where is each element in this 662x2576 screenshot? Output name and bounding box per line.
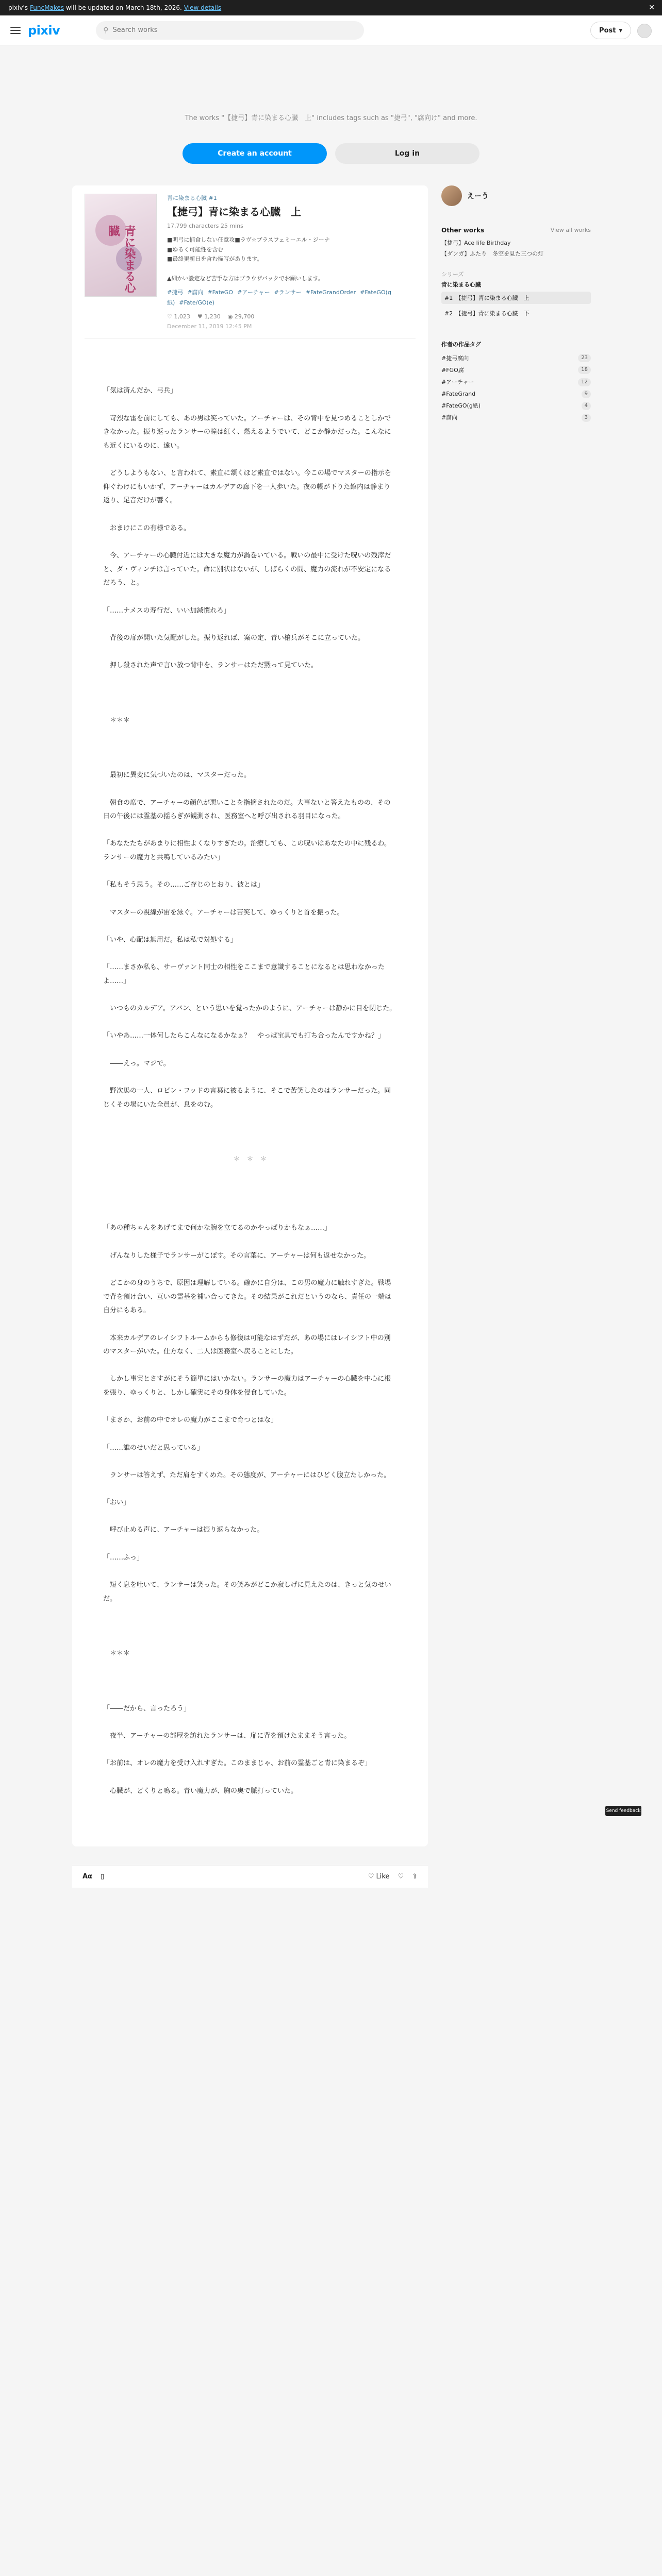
notice-highlight-link[interactable]: FuncMakes bbox=[30, 4, 64, 11]
author-name[interactable]: えーう bbox=[467, 192, 489, 200]
login-button[interactable]: Log in bbox=[335, 143, 479, 164]
author-tag-row[interactable] bbox=[441, 364, 591, 376]
series-link[interactable]: 青に染まる心臓 #1 bbox=[167, 195, 217, 201]
notice-bar bbox=[0, 0, 662, 15]
publish-date: December 11, 2019 12:45 PM bbox=[167, 323, 252, 330]
menu-icon[interactable] bbox=[10, 27, 21, 34]
author-info[interactable] bbox=[441, 185, 591, 206]
series-name[interactable]: 青に染まる心臓 bbox=[441, 281, 481, 288]
tag-link[interactable]: #アーチャー bbox=[237, 289, 270, 296]
author-tag-count: 23 bbox=[578, 354, 591, 362]
author-tag-row[interactable] bbox=[441, 352, 591, 364]
author-tag-name: #アーチャー bbox=[441, 378, 474, 385]
work-caption: ■明弓に捕食しない任意攻■ラヴ☆ブラスフェミーエル・ジーナ ■ゆるく可能性を含む ■最終更新日を含む描写があります。 ▲細かい設定など苦手な方はブラウザバックでお願いします。 bbox=[167, 236, 330, 282]
author-tag-row[interactable] bbox=[441, 376, 591, 388]
bookmark-list-icon[interactable]: ▯ bbox=[101, 1873, 105, 1880]
user-avatar[interactable] bbox=[637, 24, 652, 38]
tag-link[interactable]: #FateGrandOrder bbox=[305, 289, 356, 296]
search-input[interactable] bbox=[113, 26, 357, 34]
work-title: 【捷弓】青に染まる心臓 上 bbox=[167, 206, 301, 218]
author-tag-count: 3 bbox=[582, 414, 591, 422]
work-header bbox=[72, 185, 428, 338]
author-tag-name: #FGO腐 bbox=[441, 366, 464, 374]
cover-title-art: 青に染まる心臓 bbox=[107, 225, 136, 293]
work-meta: 17,799 characters 25 mins bbox=[167, 223, 243, 229]
series-item-current[interactable]: #1 【捷弓】青に染まる心臓 上 bbox=[441, 292, 591, 304]
feedback-button[interactable]: Send feedback bbox=[605, 1806, 641, 1816]
like-button[interactable] bbox=[368, 1873, 390, 1880]
author-tag-count: 4 bbox=[582, 402, 591, 410]
like-label: Like bbox=[376, 1873, 390, 1880]
other-works-list bbox=[441, 238, 591, 260]
reaction-bar bbox=[72, 1865, 428, 1888]
post-label: Post bbox=[599, 26, 616, 35]
notice-text: will be updated on March 18th, 2026. bbox=[65, 4, 182, 11]
notice-prefix: pixiv's bbox=[8, 4, 28, 11]
author-tag-name: #FateGrand bbox=[441, 391, 476, 398]
author-tag-row[interactable] bbox=[441, 412, 591, 423]
other-work-item[interactable]: 【ダンガ】ふたり 冬空を見た三つの灯 bbox=[441, 250, 544, 257]
novel-body bbox=[72, 338, 428, 1846]
author-tag-name: #捷弓腐向 bbox=[441, 354, 469, 362]
author-tag-count: 12 bbox=[578, 378, 591, 386]
author-avatar[interactable] bbox=[441, 185, 462, 206]
author-tag-row[interactable] bbox=[441, 388, 591, 400]
cover-image[interactable] bbox=[85, 194, 157, 297]
other-works-heading: Other works bbox=[441, 227, 485, 234]
tag-link[interactable]: #捷弓 bbox=[167, 289, 184, 296]
search-bar[interactable] bbox=[96, 21, 364, 40]
tag-link[interactable]: #腐向 bbox=[187, 289, 204, 296]
notice-details-link[interactable]: View details bbox=[184, 4, 222, 11]
novel-main bbox=[72, 185, 428, 1846]
search-icon: ⚲ bbox=[103, 26, 109, 35]
tag-link[interactable]: #FateGO bbox=[207, 289, 233, 296]
tag-link[interactable]: #Fate/GO(e) bbox=[179, 299, 214, 307]
series-label: シリーズ bbox=[441, 270, 464, 278]
site-header bbox=[0, 15, 662, 45]
post-button[interactable] bbox=[590, 22, 631, 39]
work-stats bbox=[167, 313, 416, 320]
other-work-item[interactable]: 【捷弓】Ace life Birthday bbox=[441, 240, 511, 246]
pixiv-logo[interactable]: pixiv bbox=[28, 23, 60, 38]
like-icon: ♡ bbox=[368, 1873, 374, 1880]
chevron-down-icon: ▾ bbox=[619, 26, 622, 35]
novel-text-part1: 「気は済んだか、弓兵」 苛烈な雷を前にしても、あの男は笑っていた。アーチャーは、その背中を見つめることしかできなかった。振り返ったランサーの瞳は紅く、燃えるようでいて、どこか静かだった。こんなにも近くにいるのに、遠い。 どうしようもない、と言われて、素直に頷くほど素直ではない。今この場でマスターの指示を仰ぐわけにもいかず、アーチャーはカルデアの廊下を一人歩いた。夜の帳が下りた館内は静まり返り、足音だけが響く。 おまけにこの有様である。 今、アーチャーの心臓付近には大きな魔力が渦巻いている。戦いの最中に受けた呪いの残滓だと、ダ・ヴィンチは言っていた。命に別状はないが、しばらくの間、魔力の流れが不安定になるだろう、と。 「……ナメスの寿行だ、いい加減慣れろ」 背後の扉が開いた気配がした。振り返れば、案の定、青い槍兵がそこに立っていた。 押し殺された声で言い放つ背中を、ランサーはただ黙って見ていた。 ＊＊＊ 最初に異変に気づいたのは、マスターだった。 朝食の席で、アーチャーの顔色が悪いことを指摘されたのだ。大事ないと答えたものの、その日の午後には霊基の揺らぎが観測され、医務室へと呼び出される羽目になった。 「あなたたちがあまりに相性よくなりすぎたの。治療しても、この呪いはあなたの中に残るわ。ランサーの魔力と共鳴しているみたい」 「私もそう思う。その……ご存じのとおり、彼とは」 マスターの視線が宙を泳ぐ。アーチャーは苦笑して、ゆっくりと首を振った。 「いや、心配は無用だ。私は私で対処する」 「……まさか私も、サーヴァント同士の相性をここまで意識することになるとは思わなかったよ……」 いつものカルデア。アバン、という思いを覚ったかのように、アーチャーは静かに目を閉じた。 「いやあ……一体何したらこんなになるかなぁ？ やっぱ宝具でも打ち合ったんですかね？」 ――えっ。マジで。 野次馬の一人、ロビン・フッドの言葉に被るように、そこで苦笑したのはランサーだった。同じくその場にいた全員が、息をのむ。 bbox=[103, 387, 396, 1109]
signup-banner bbox=[0, 45, 662, 179]
author-tags-heading: 作者の作品タグ bbox=[441, 341, 481, 348]
bookmark-icon[interactable]: ♡ bbox=[398, 1873, 404, 1880]
author-tag-row[interactable] bbox=[441, 400, 591, 412]
create-account-button[interactable]: Create an account bbox=[183, 143, 327, 164]
tag-list bbox=[167, 287, 416, 308]
tag-link[interactable]: #FateGO(g紙) bbox=[167, 289, 391, 307]
view-all-link[interactable]: View all works bbox=[550, 227, 591, 233]
author-tag-count: 9 bbox=[582, 390, 591, 398]
font-size-icon[interactable]: Aα bbox=[82, 1873, 92, 1880]
author-sidebar bbox=[441, 185, 591, 423]
banner-text: The works "【捷弓】青に染まる心臓 上" includes tags such as "捷弓", "腐向け" and more. bbox=[185, 114, 477, 122]
views-stat: ◉ 29,700 bbox=[227, 313, 255, 320]
author-tag-name: #FateGO(g紙) bbox=[441, 402, 481, 410]
section-break: ＊ ＊ ＊ bbox=[233, 1156, 267, 1164]
likes-stat: ♡ 1,023 bbox=[167, 313, 190, 320]
bookmarks-stat: ♥ 1,230 bbox=[197, 313, 221, 320]
author-tag-name: #腐向 bbox=[441, 414, 458, 421]
series-box bbox=[441, 270, 591, 319]
novel-text-part2: 「あの種ちゃんをあげてまで何かな腕を立てるのかやっぱりかもなぁ……」 げんなりした様子でランサーがこぼす。その言葉に、アーチャーは何も返せなかった。 どこかの身のうちで、原因は理解している。確かに自分は、この男の魔力に触れすぎた。戦場で背を預け合い、互いの霊基を補い合ってきた。その結果がこれだというのなら、責任の一端は自分にもある。 本来カルデアのレイシフトルームからも修復は可能なはずだが、あの場にはレイシフト中の別のマスターがいた。仕方なく、二人は医務室へ戻ることにした。 しかし事実とさすがにそう簡単にはいかない。ランサーの魔力はアーチャーの心臓を中心に根を張り、ゆっくりと、しかし確実にその身体を侵食していた。 「まさか、お前の中でオレの魔力がここまで育つとはな」 「……誰のせいだと思っている」 ランサーは答えず、ただ肩をすくめた。その態度が、アーチャーにはひどく腹立たしかった。 「おい」 呼び止める声に、アーチャーは振り返らなかった。 「……ふっ」 短く息を吐いて、ランサーは笑った。その笑みがどこか寂しげに見えたのは、きっと気のせいだ。 ＊＊＊ 「――だから、言ったろう」 夜半、アーチャーの部屋を訪れたランサーは、扉に背を預けたままそう言った。 「お前は、オレの魔力を受け入れすぎた。このままじゃ、お前の霊基ごと青に染まるぞ」 心臓が、どくりと鳴る。青い魔力が、胸の奥で脈打っていた。 bbox=[103, 1224, 392, 1795]
author-tag-count: 18 bbox=[578, 366, 591, 374]
series-item-next[interactable]: #2 【捷弓】青に染まる心臓 下 bbox=[444, 310, 529, 317]
author-tags bbox=[441, 340, 591, 424]
share-icon[interactable]: ⇧ bbox=[412, 1873, 418, 1880]
close-icon[interactable]: ✕ bbox=[649, 4, 655, 12]
tag-link[interactable]: #ランサー bbox=[274, 289, 302, 296]
